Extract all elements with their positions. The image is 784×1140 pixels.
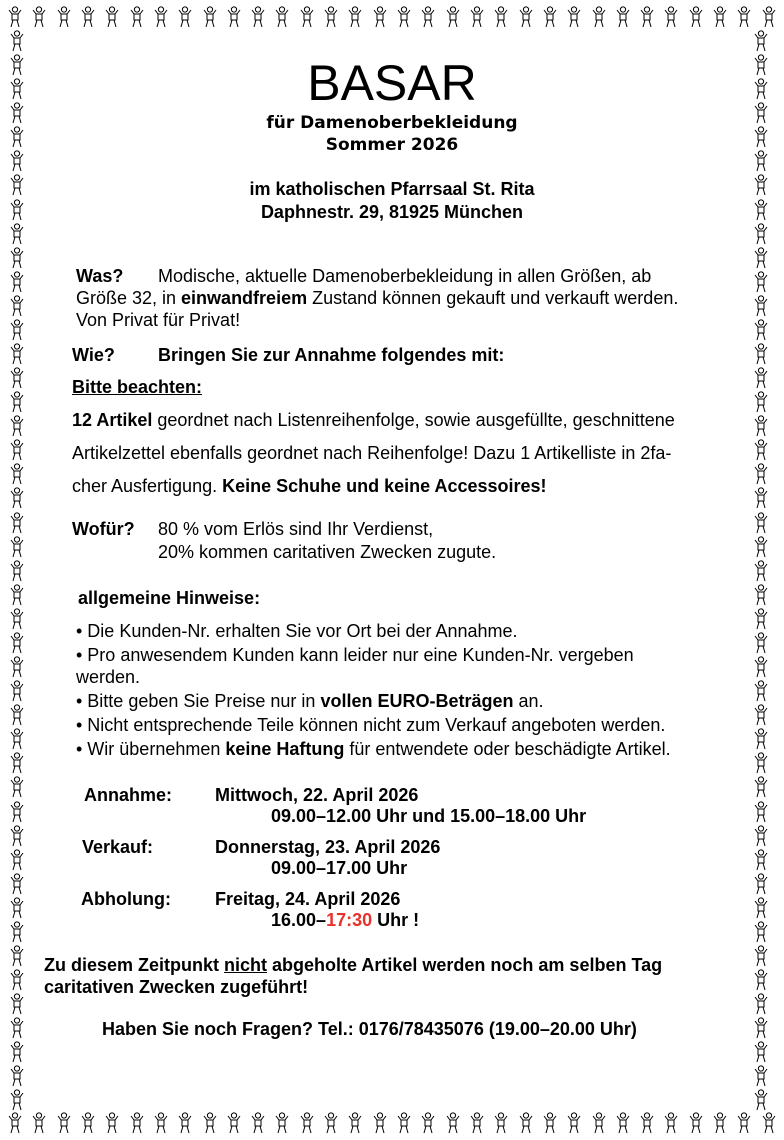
- person-figure-icon: [322, 6, 340, 30]
- person-figure-icon: [614, 6, 632, 30]
- person-figure-icon: [752, 30, 776, 52]
- abholung-time: 16.00–17:30 Uhr !: [271, 910, 420, 930]
- person-figure-icon: [468, 6, 486, 30]
- person-figure-icon: [8, 536, 32, 558]
- person-figure-icon: [752, 873, 776, 895]
- person-figure-icon: [176, 1112, 194, 1136]
- subtitle-category: für Damenoberbekleidung: [266, 113, 518, 133]
- person-figure-icon: [752, 391, 776, 413]
- person-figure-icon: [8, 680, 32, 702]
- person-figure-icon: [298, 6, 316, 30]
- person-figure-icon: [103, 6, 121, 30]
- wofuer-label: Wofür?: [72, 519, 135, 539]
- person-figure-icon: [8, 584, 32, 606]
- person-figure-icon: [8, 993, 32, 1015]
- hinweis-item-2: • Pro anwesendem Kunden kann leider nur eine Kunden-Nr. vergeben: [76, 645, 634, 665]
- person-figure-icon: [752, 776, 776, 798]
- person-figure-icon: [8, 295, 32, 317]
- hinweise-heading: allgemeine Hinweise:: [78, 588, 261, 608]
- hinweis-item-5: • Wir übernehmen keine Haftung für entwendete oder beschädigte Artikel.: [76, 739, 671, 759]
- person-figure-icon: [8, 897, 32, 919]
- person-figure-icon: [492, 1112, 510, 1136]
- person-figure-icon: [322, 1112, 340, 1136]
- beachten-line-1: 12 Artikel geordnet nach Listenreihenfolge, sowie ausgefüllte, geschnittene: [72, 410, 675, 430]
- person-figure-icon: [8, 704, 32, 726]
- border-top: [6, 6, 778, 30]
- person-figure-icon: [8, 632, 32, 654]
- person-figure-icon: [752, 680, 776, 702]
- annahme-time: 09.00–12.00 Uhr und 15.00–18.00 Uhr: [271, 806, 587, 826]
- beachten-line-3: cher Ausfertigung. Keine Schuhe und keine Accessoires!: [72, 476, 547, 496]
- person-figure-icon: [711, 1112, 729, 1136]
- person-figure-icon: [8, 969, 32, 991]
- person-figure-icon: [752, 560, 776, 582]
- person-figure-icon: [492, 6, 510, 30]
- person-figure-icon: [8, 319, 32, 341]
- verkauf-label: Verkauf:: [82, 837, 154, 857]
- person-figure-icon: [752, 1041, 776, 1063]
- person-figure-icon: [128, 6, 146, 30]
- person-figure-icon: [6, 1112, 24, 1136]
- person-figure-icon: [395, 6, 413, 30]
- person-figure-icon: [590, 6, 608, 30]
- annahme-date: Mittwoch, 22. April 2026: [215, 785, 419, 805]
- person-figure-icon: [8, 1041, 32, 1063]
- person-figure-icon: [752, 632, 776, 654]
- person-figure-icon: [752, 608, 776, 630]
- person-figure-icon: [541, 6, 559, 30]
- person-figure-icon: [249, 6, 267, 30]
- person-figure-icon: [346, 6, 364, 30]
- person-figure-icon: [8, 776, 32, 798]
- person-figure-icon: [201, 6, 219, 30]
- person-figure-icon: [752, 295, 776, 317]
- person-figure-icon: [128, 1112, 146, 1136]
- person-figure-icon: [8, 415, 32, 437]
- person-figure-icon: [55, 6, 73, 30]
- person-figure-icon: [565, 1112, 583, 1136]
- person-figure-icon: [201, 1112, 219, 1136]
- wofuer-line-1: 80 % vom Erlös sind Ihr Verdienst,: [158, 519, 434, 539]
- wie-label: Wie?: [72, 345, 115, 365]
- person-figure-icon: [662, 6, 680, 30]
- person-figure-icon: [8, 560, 32, 582]
- person-figure-icon: [273, 1112, 291, 1136]
- person-figure-icon: [273, 6, 291, 30]
- person-figure-icon: [8, 945, 32, 967]
- person-figure-icon: [752, 271, 776, 293]
- person-figure-icon: [752, 825, 776, 847]
- wie-text: Bringen Sie zur Annahme folgendes mit:: [158, 345, 505, 365]
- location-venue: im katholischen Pfarrsaal St. Rita: [249, 179, 535, 199]
- abholung-time-highlight: 17:30: [326, 910, 373, 930]
- hinweis-item-2-cont: werden.: [76, 667, 141, 687]
- person-figure-icon: [752, 536, 776, 558]
- person-figure-icon: [752, 367, 776, 389]
- person-figure-icon: [541, 1112, 559, 1136]
- person-figure-icon: [8, 271, 32, 293]
- person-figure-icon: [8, 656, 32, 678]
- person-figure-icon: [752, 487, 776, 509]
- hinweis-item-3: • Bitte geben Sie Preise nur in vollen EURO-Beträgen an.: [76, 691, 544, 711]
- wofuer-line-2: 20% kommen caritativen Zwecken zugute.: [158, 542, 497, 562]
- person-figure-icon: [8, 367, 32, 389]
- person-figure-icon: [8, 801, 32, 823]
- person-figure-icon: [79, 6, 97, 30]
- person-figure-icon: [687, 6, 705, 30]
- person-figure-icon: [752, 1065, 776, 1087]
- beachten-heading: Bitte beachten:: [72, 377, 203, 397]
- person-figure-icon: [517, 1112, 535, 1136]
- person-figure-icon: [735, 6, 753, 30]
- hinweis-item-4: • Nicht entsprechende Teile können nicht zum Verkauf angeboten werden.: [76, 715, 666, 735]
- person-figure-icon: [8, 487, 32, 509]
- person-figure-icon: [752, 512, 776, 534]
- person-figure-icon: [517, 6, 535, 30]
- person-figure-icon: [752, 801, 776, 823]
- annahme-label: Annahme:: [84, 785, 173, 805]
- person-figure-icon: [662, 1112, 680, 1136]
- person-figure-icon: [752, 1089, 776, 1111]
- person-figure-icon: [687, 1112, 705, 1136]
- person-figure-icon: [8, 873, 32, 895]
- person-figure-icon: [752, 752, 776, 774]
- person-figure-icon: [8, 439, 32, 461]
- person-figure-icon: [8, 30, 32, 52]
- person-figure-icon: [249, 1112, 267, 1136]
- person-figure-icon: [752, 223, 776, 245]
- person-figure-icon: [638, 6, 656, 30]
- person-figure-icon: [8, 223, 32, 245]
- person-figure-icon: [444, 1112, 462, 1136]
- person-figure-icon: [176, 6, 194, 30]
- person-figure-icon: [225, 1112, 243, 1136]
- person-figure-icon: [8, 343, 32, 365]
- subtitle-season: Sommer 2026: [325, 135, 459, 155]
- person-figure-icon: [711, 6, 729, 30]
- person-figure-icon: [8, 849, 32, 871]
- person-figure-icon: [419, 6, 437, 30]
- person-figure-icon: [752, 897, 776, 919]
- hinweis-item-1: • Die Kunden-Nr. erhalten Sie vor Ort bei der Annahme.: [76, 621, 518, 641]
- person-figure-icon: [752, 247, 776, 269]
- person-figure-icon: [8, 512, 32, 534]
- person-figure-icon: [8, 921, 32, 943]
- person-figure-icon: [298, 1112, 316, 1136]
- person-figure-icon: [419, 1112, 437, 1136]
- border-bottom: [6, 1112, 778, 1136]
- person-figure-icon: [8, 391, 32, 413]
- person-figure-icon: [752, 319, 776, 341]
- beachten-line-2: Artikelzettel ebenfalls geordnet nach Reihenfolge! Dazu 1 Artikelliste in 2fa-: [72, 443, 672, 463]
- person-figure-icon: [752, 343, 776, 365]
- page-title: BASAR: [307, 55, 477, 111]
- person-figure-icon: [752, 704, 776, 726]
- abholung-date: Freitag, 24. April 2026: [215, 889, 401, 909]
- person-figure-icon: [8, 247, 32, 269]
- person-figure-icon: [8, 752, 32, 774]
- person-figure-icon: [152, 6, 170, 30]
- person-figure-icon: [752, 945, 776, 967]
- person-figure-icon: [752, 415, 776, 437]
- person-figure-icon: [760, 1112, 778, 1136]
- person-figure-icon: [752, 463, 776, 485]
- person-figure-icon: [752, 1017, 776, 1039]
- person-figure-icon: [8, 463, 32, 485]
- person-figure-icon: [55, 1112, 73, 1136]
- person-figure-icon: [752, 728, 776, 750]
- location-address: Daphnestr. 29, 81925 München: [260, 202, 524, 222]
- person-figure-icon: [225, 6, 243, 30]
- person-figure-icon: [638, 1112, 656, 1136]
- person-figure-icon: [760, 6, 778, 30]
- verkauf-date: Donnerstag, 23. April 2026: [215, 837, 441, 857]
- person-figure-icon: [752, 439, 776, 461]
- person-figure-icon: [614, 1112, 632, 1136]
- person-figure-icon: [752, 969, 776, 991]
- person-figure-icon: [346, 1112, 364, 1136]
- person-figure-icon: [8, 608, 32, 630]
- person-figure-icon: [8, 728, 32, 750]
- abholung-label: Abholung:: [81, 889, 171, 909]
- person-figure-icon: [468, 1112, 486, 1136]
- notice-line-2: caritativen Zwecken zugeführt!: [44, 977, 309, 997]
- person-figure-icon: [8, 1017, 32, 1039]
- person-figure-icon: [752, 584, 776, 606]
- person-figure-icon: [152, 1112, 170, 1136]
- person-figure-icon: [735, 1112, 753, 1136]
- person-figure-icon: [752, 993, 776, 1015]
- was-line-3: Von Privat für Privat!: [76, 310, 241, 330]
- person-figure-icon: [565, 6, 583, 30]
- person-figure-icon: [371, 1112, 389, 1136]
- person-figure-icon: [8, 1089, 32, 1111]
- person-figure-icon: [79, 1112, 97, 1136]
- person-figure-icon: [752, 849, 776, 871]
- person-figure-icon: [8, 825, 32, 847]
- person-figure-icon: [590, 1112, 608, 1136]
- person-figure-icon: [6, 6, 24, 30]
- person-figure-icon: [395, 1112, 413, 1136]
- person-figure-icon: [30, 6, 48, 30]
- was-label: Was?: [76, 266, 124, 286]
- person-figure-icon: [371, 6, 389, 30]
- was-line-2: Größe 32, in einwandfreiem Zustand können gekauft und verkauft werden.: [76, 288, 679, 308]
- person-figure-icon: [752, 921, 776, 943]
- person-figure-icon: [444, 6, 462, 30]
- was-line-1: Modische, aktuelle Damenoberbekleidung in allen Größen, ab: [158, 266, 652, 286]
- contact-line: Haben Sie noch Fragen? Tel.: 0176/78435076 (19.00–20.00 Uhr): [102, 1019, 637, 1039]
- person-figure-icon: [8, 1065, 32, 1087]
- person-figure-icon: [30, 1112, 48, 1136]
- person-figure-icon: [103, 1112, 121, 1136]
- person-figure-icon: [752, 656, 776, 678]
- verkauf-time: 09.00–17.00 Uhr: [271, 858, 408, 878]
- notice-line-1: Zu diesem Zeitpunkt nicht abgeholte Artikel werden noch am selben Tag: [44, 955, 663, 975]
